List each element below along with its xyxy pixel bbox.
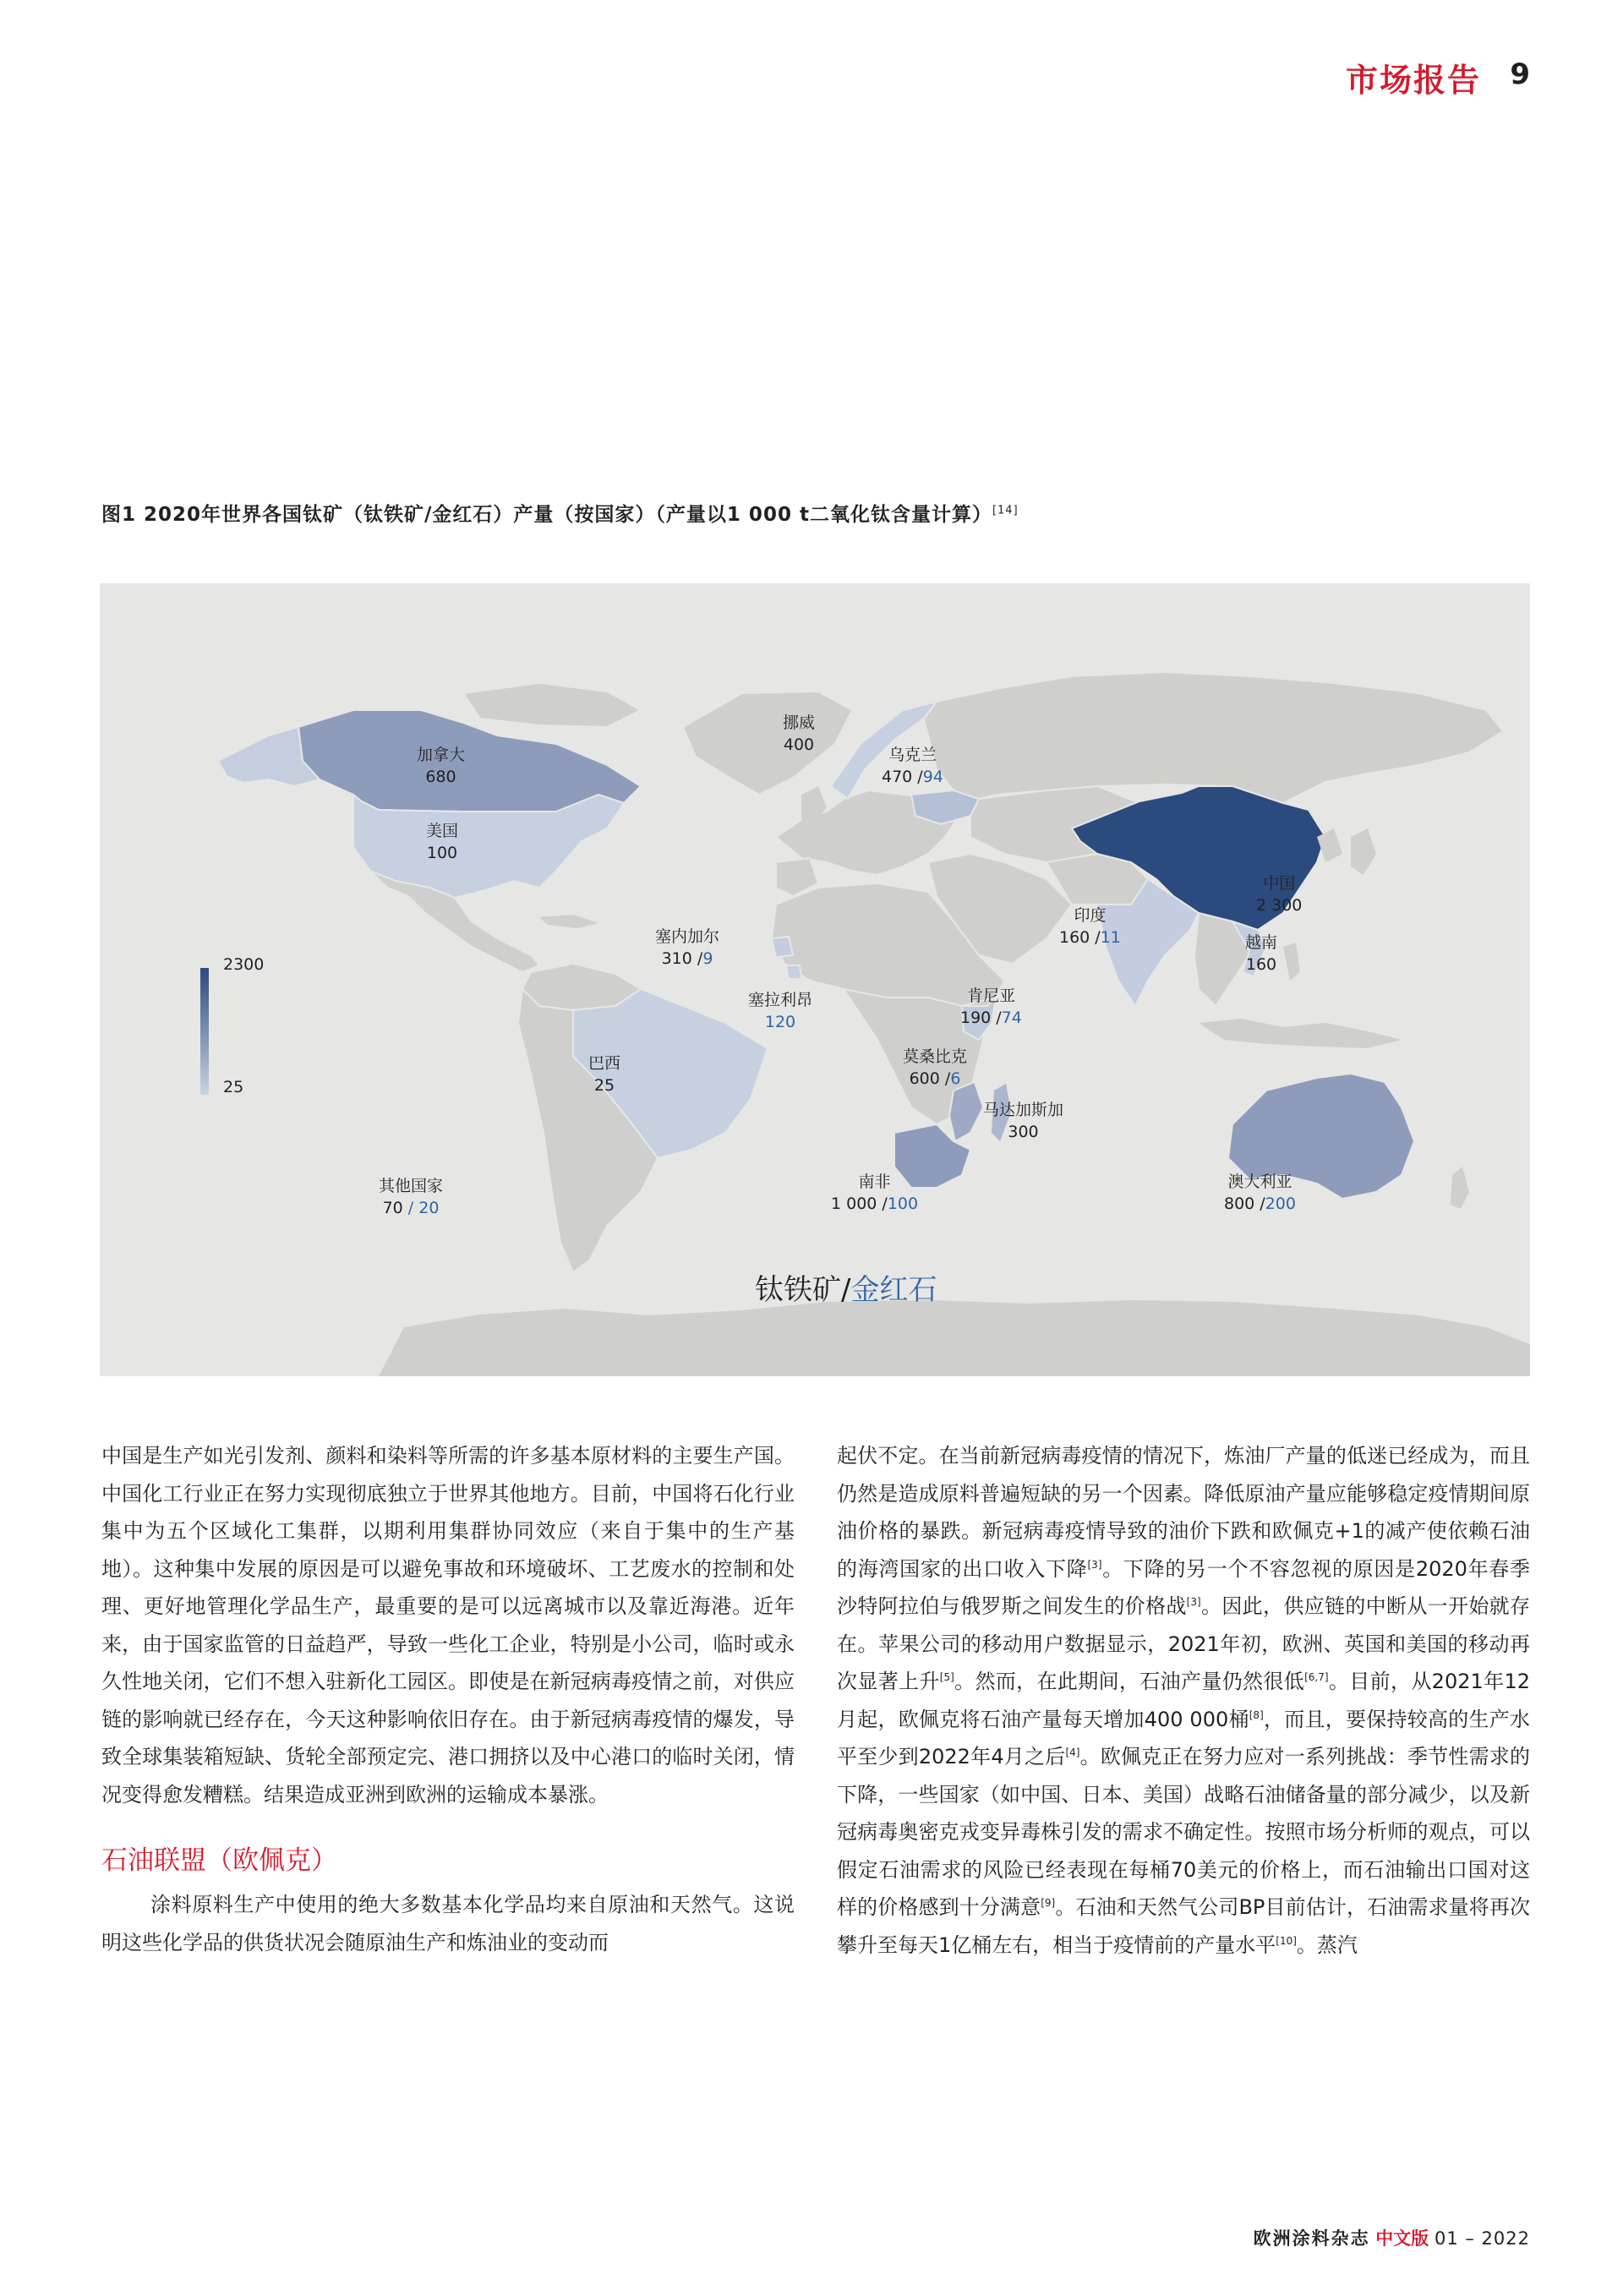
antarctica-shape: [379, 1300, 1530, 1376]
country-label-mozambique: [903, 1046, 967, 1090]
ilmenite-value: 160 /: [1059, 928, 1101, 947]
ilmenite-value: 100: [426, 844, 458, 862]
country-name: 美国: [426, 822, 459, 840]
greenland-shape: [683, 692, 852, 795]
map-title-ilmenite: 钛铁矿/: [755, 1273, 851, 1307]
country-name: 挪威: [783, 713, 816, 732]
ilmenite-value: 70: [382, 1199, 408, 1217]
country-label-china: [1256, 872, 1302, 916]
country-name: 塞内加尔: [655, 927, 720, 946]
ilmenite-value: 2 300: [1256, 896, 1303, 915]
world-map: [100, 583, 1530, 1376]
russia-shape: [924, 672, 1503, 803]
arctic-islands-shape: [463, 683, 641, 727]
country-name: 塞拉利昂: [748, 991, 813, 1009]
body-column-right: [837, 1437, 1530, 1964]
rutile-value: / 20: [407, 1199, 440, 1217]
rutile-value: 11: [1100, 928, 1121, 947]
country-label-usa: [426, 820, 458, 864]
ilmenite-value: 1 000 /: [831, 1194, 888, 1213]
country-label-south-africa: [831, 1171, 918, 1215]
country-name: 巴西: [588, 1054, 621, 1073]
philippines-shape: [1283, 943, 1300, 981]
country-name: 南非: [858, 1173, 891, 1191]
new-zealand-shape: [1451, 1167, 1469, 1209]
footer-brand: 欧洲涂料杂志: [1253, 2228, 1370, 2249]
country-name: 澳大利亚: [1227, 1173, 1292, 1191]
figure-caption-text: 图1 2020年世界各国钛矿（钛铁矿/金红石）产量（按国家）（产量以1 000 t二氧化钛含量计算）: [101, 504, 992, 526]
country-name: 印度: [1074, 906, 1107, 925]
country-label-sierra-leone: [748, 989, 812, 1033]
ilmenite-value: 310 /: [661, 949, 703, 968]
rutile-value: 74: [1001, 1009, 1022, 1027]
figure-caption-ref: [14]: [992, 504, 1019, 517]
country-name: 中国: [1263, 874, 1296, 893]
country-name: 莫桑比克: [903, 1047, 968, 1066]
caribbean-shape: [539, 915, 598, 928]
page-number: 9: [1510, 57, 1530, 91]
country-name: 乌克兰: [888, 746, 937, 764]
section-title: 市场报告: [1345, 62, 1481, 99]
senegal-shape: [772, 937, 793, 957]
country-label-vietnam: [1245, 932, 1277, 976]
country-label-brazil: [588, 1052, 620, 1096]
footer-edition: 中文版: [1375, 2228, 1429, 2249]
country-label-norway: [783, 712, 815, 756]
country-label-india: [1059, 905, 1121, 948]
country-name: 其他国家: [379, 1177, 444, 1195]
country-label-ukraine: [882, 744, 943, 788]
body-paragraph: 涂料原料生产中使用的绝大多数基本化学品均来自原油和天然气。这说明这些化学品的供货状况会随原油生产和炼油业的变动而: [101, 1893, 795, 1954]
country-name: 马达加斯加: [983, 1101, 1064, 1119]
rutile-value: 120: [764, 1013, 796, 1031]
ilmenite-value: 680: [425, 768, 456, 786]
ilmenite-value: 470 /: [882, 768, 923, 786]
map-title: [755, 1266, 937, 1308]
mozambique-shape: [949, 1082, 983, 1141]
legend-min-label: 25: [223, 1078, 244, 1096]
indonesia-shape: [1199, 1019, 1402, 1048]
country-label-australia: [1224, 1171, 1296, 1215]
country-label-others: [379, 1175, 443, 1219]
ilmenite-value: 800 /: [1224, 1194, 1265, 1213]
ilmenite-value: 190 /: [960, 1009, 1002, 1027]
section-heading: 石油联盟（欧佩克）: [101, 1845, 337, 1876]
body-paragraph: 起伏不定。在当前新冠病毒疫情的情况下，炼油厂产量的低迷已经成为，而且仍然是造成原料普遍短缺的另一个因素。降低原油产量应能够稳定疫情期间原油价格的暴跌。新冠病毒疫情导致的油价下跌和欧佩克+1的减产使依赖石油的海湾国家的出口收入下降[3]。下降的另一个不容忽视的原因是2020年春季沙特阿拉伯与俄罗斯之间发生的价格战[3]。因此，供应链的中断从一开始就存在。苹果公司的移动用户数据显示，2021年初，欧洲、英国和美国的移动再次显著上升[5]。然而，在此期间，石油产量仍然很低[6,7]。目前，从2021年12月起，欧佩克将石油产量每天增加400 000桶[8]，而且，要保持较高的生产水平至少到2022年4月之后[4]。欧佩克正在努力应对一系列挑战：季节性需求的下降，一些国家（如中国、日本、美国）战略石油储备量的部分减少，以及新冠病毒奥密克戎变异毒株引发的需求不确定性。按照市场分析师的观点，可以假定石油需求的风险已经表现在每桶70美元的价格上，而石油输出口国对这样的价格感到十分满意[9]。石油和天然气公司BP目前估计，石油需求量将再次攀升至每天1亿桶左右，相当于疫情前的产量水平[10]。蒸汽: [837, 1444, 1531, 1957]
country-label-madagascar: [983, 1099, 1063, 1143]
ilmenite-value: 160: [1245, 955, 1277, 974]
country-name: 加拿大: [417, 746, 466, 764]
ilmenite-value: 25: [593, 1076, 615, 1095]
map-title-rutile: 金红石: [850, 1273, 937, 1307]
korea-japan-shape: [1317, 828, 1376, 875]
figure-caption: [101, 499, 1538, 527]
ilmenite-value: 600 /: [909, 1069, 951, 1088]
rutile-value: 100: [887, 1194, 919, 1213]
body-paragraph: 中国是生产如光引发剂、颜料和染料等所需的许多基本原材料的主要生产国。中国化工行业正在努力实现彻底独立于世界其他地方。目前，中国将石化行业集中为五个区域化工集群，以期利用集群协同效应（来自于集中的生产基地）。这种集中发展的原因是可以避免事故和环境破坏、工艺废水的控制和处理、更好地管理化学品生产，最重要的是可以远离城市以及靠近海港。近年来，由于国家监管的日益趋严，导致一些化工企业，特别是小公司，临时或永久性地关闭，它们不想入驻新化工园区。即使是在新冠病毒疫情之前，对供应链的影响就已经存在，今天这种影响依旧存在。由于新冠病毒疫情的爆发，导致全球集装箱短缺、货轮全部预定完、港口拥挤以及中心港口的临时关闭，情况变得愈发糟糕。结果造成亚洲到欧洲的运输成本暴涨。: [101, 1444, 795, 1807]
country-name: 越南: [1245, 933, 1278, 952]
rutile-value: 9: [702, 949, 713, 968]
ilmenite-value: 300: [1008, 1123, 1039, 1141]
world-map-shapes: [100, 583, 1530, 1376]
body-column-left: [101, 1437, 795, 1961]
ilmenite-value: 400: [783, 735, 815, 754]
legend-gradient-bar: [200, 968, 209, 1095]
footer: [1254, 2225, 1530, 2250]
rutile-value: 6: [950, 1069, 961, 1088]
country-label-senegal: [655, 926, 719, 970]
legend-max-label: 2300: [223, 955, 265, 974]
footer-issue: 01 – 2022: [1434, 2228, 1530, 2249]
country-name: 肯尼亚: [966, 987, 1015, 1005]
country-label-kenya: [960, 985, 1022, 1029]
sierra-leone-shape: [786, 965, 801, 979]
country-label-canada: [417, 744, 465, 788]
rutile-value: 200: [1265, 1194, 1296, 1213]
rutile-value: 94: [922, 768, 943, 786]
